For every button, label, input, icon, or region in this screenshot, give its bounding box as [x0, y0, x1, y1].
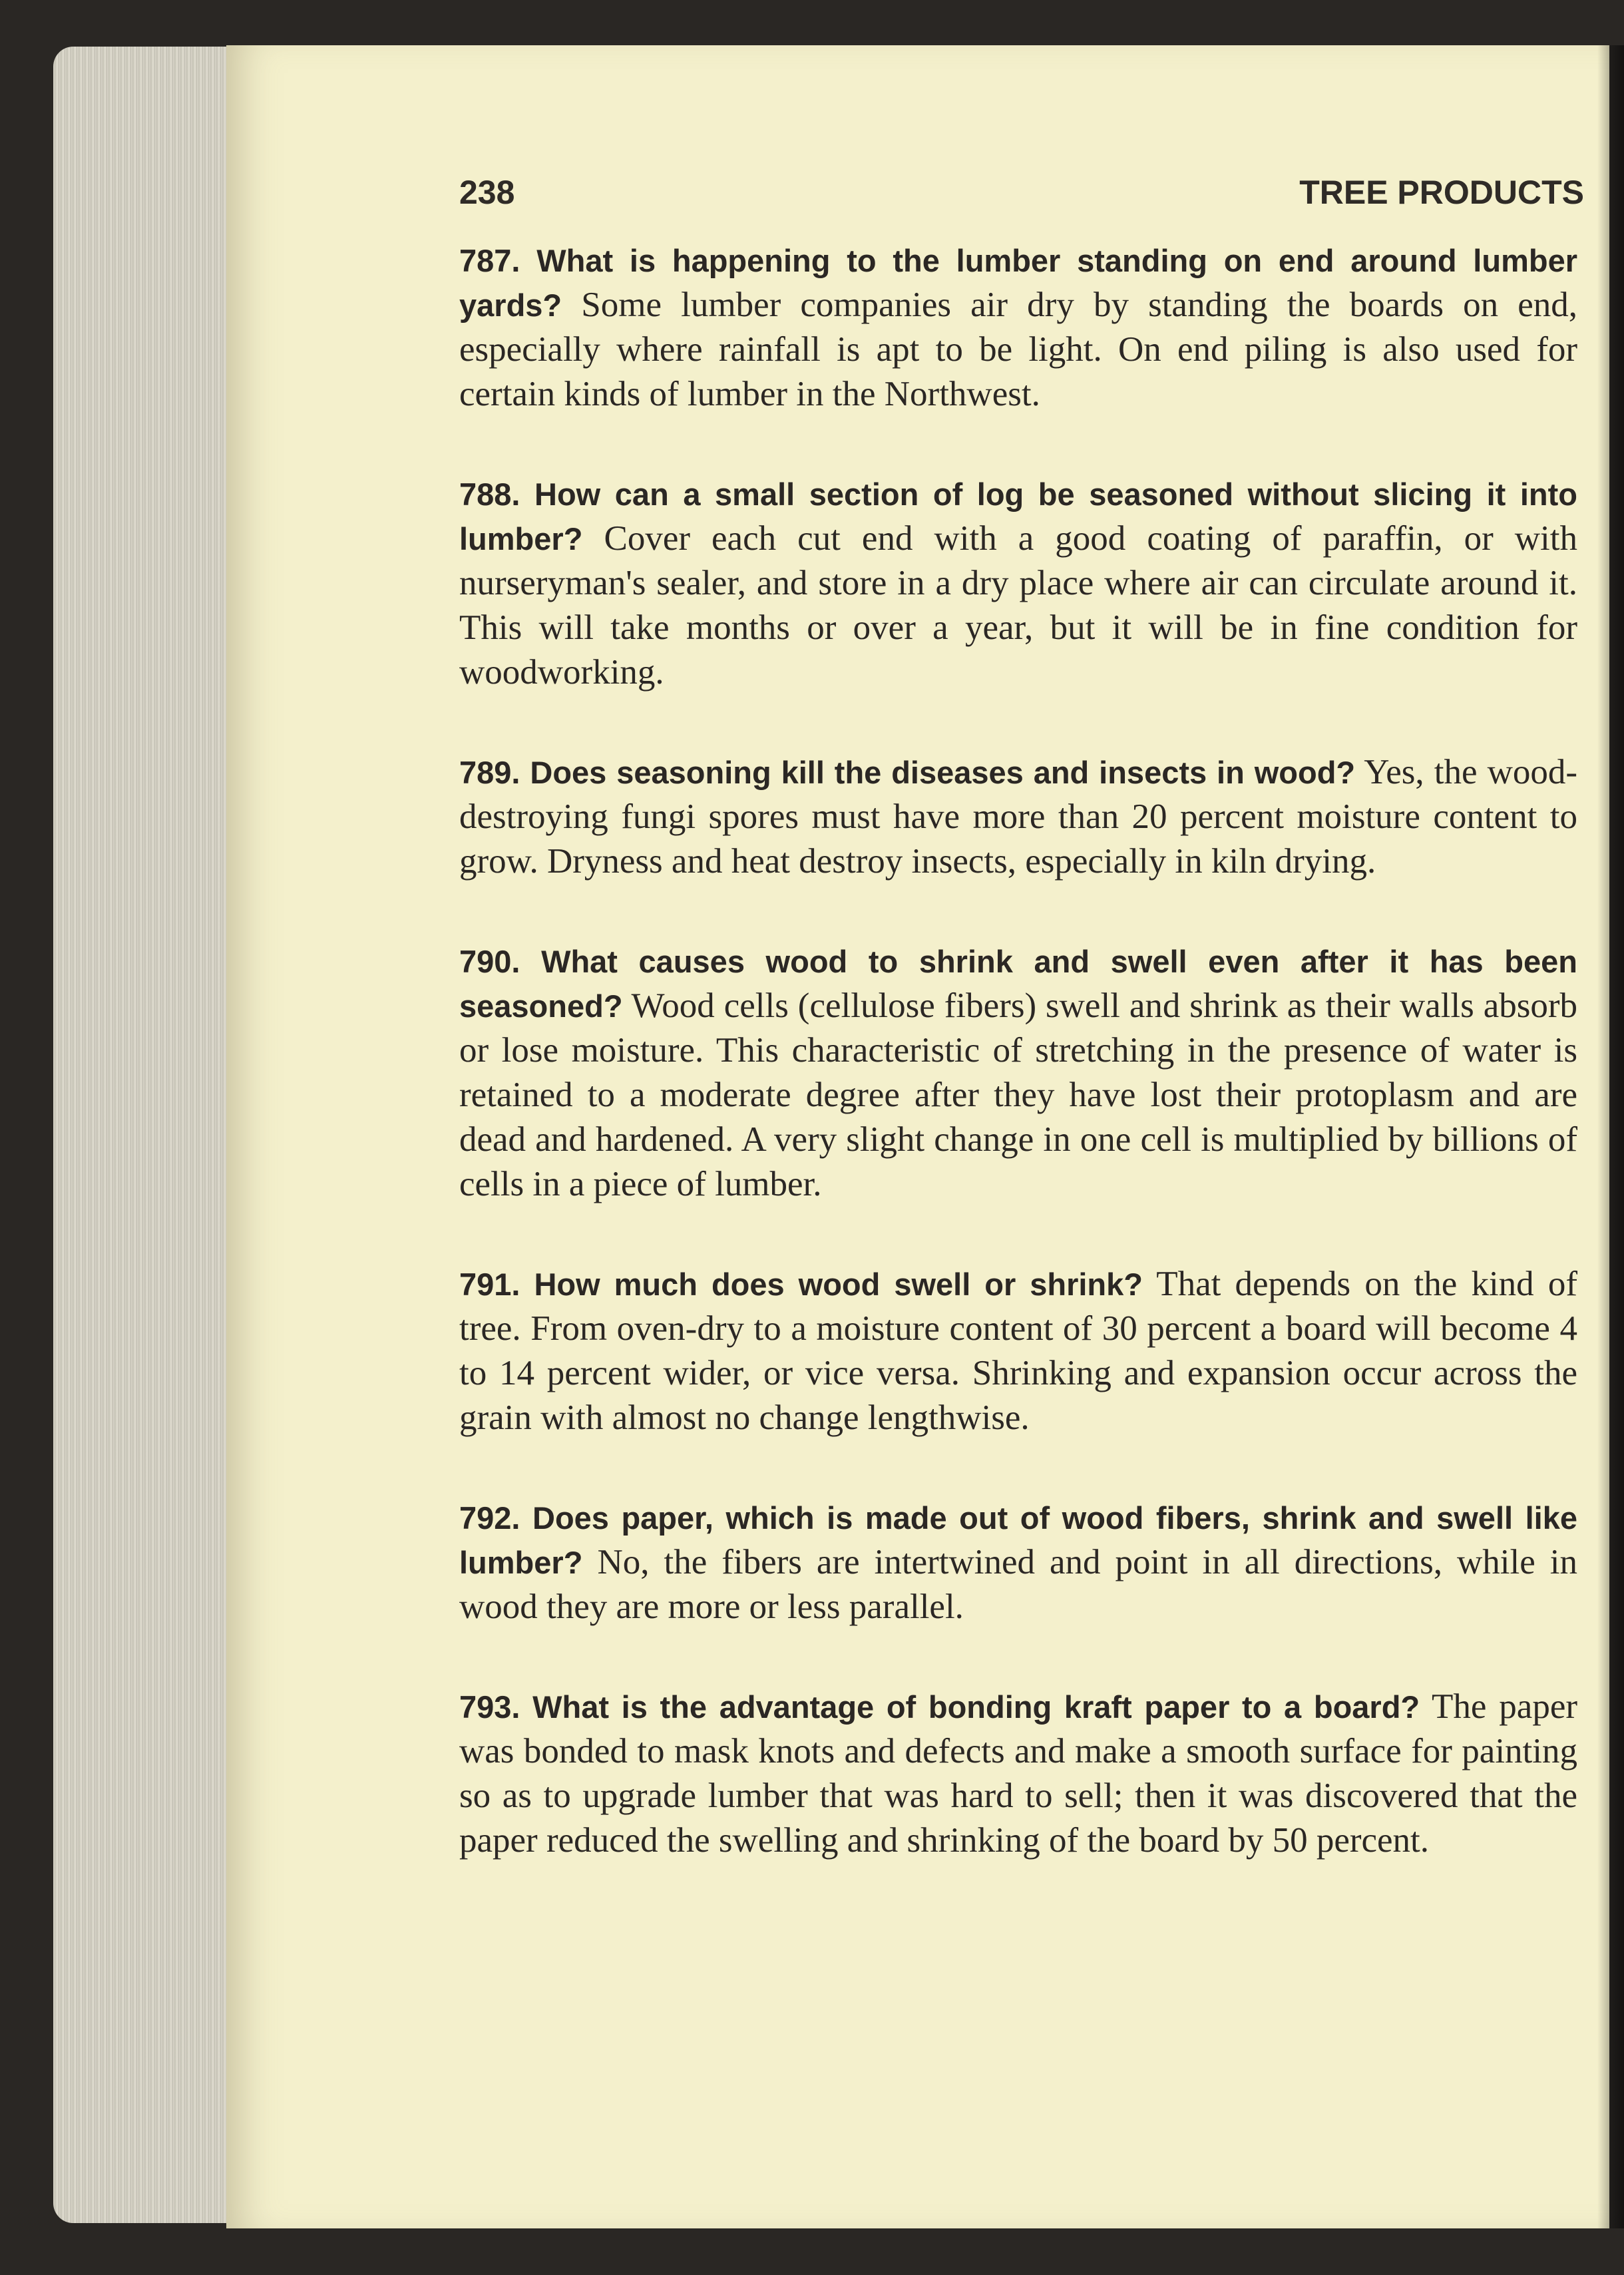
qa-entry-791: [459, 1262, 1577, 1440]
qa-entry-790: [459, 939, 1577, 1207]
page-header: [459, 173, 1584, 226]
qa-entry-793: [459, 1685, 1577, 1863]
gutter-shadow: [1597, 45, 1624, 2228]
question-789: 789. Does seasoning kill the diseases and insects in wood?: [459, 755, 1356, 790]
answer-787: Some lumber companies air dry by standing the boards on end, especially where rainfall is apt to be light. On end piling is also used for certain kinds of lumber in the Northwest.: [459, 286, 1578, 413]
answer-789: Yes, the wood-destroying fungi spores must have more than 20 percent moisture content to grow. Dryness and heat destroy insects, especially in kiln drying.: [459, 753, 1578, 881]
question-790: 790. What causes wood to shrink and swell even after it has been seasoned?: [459, 944, 1577, 1024]
qa-entry-787: [459, 238, 1577, 417]
answer-791: That depends on the kind of tree. From oven-dry to a moisture content of 30 percent a board will become 4 to 14 percent wider, or vice versa. Shrinking and expansion occur across the grain with almost no change lengthwise.: [459, 1265, 1577, 1437]
qa-entries: [459, 238, 1577, 1918]
question-788: 788. How can a small section of log be seasoned without slicing it into lumber?: [459, 477, 1577, 556]
running-title: TREE PRODUCTS: [1299, 174, 1584, 211]
answer-793: The paper was bonded to mask knots and defects and make a smooth surface for painting so as to upgrade lumber that was hard to sell; then it was discovered that the paper reduced the swelling and shrinking of the board by 50 percent.: [459, 1687, 1577, 1860]
question-792: 792. Does paper, which is made out of wood fibers, shrink and swell like lumber?: [459, 1500, 1577, 1580]
qa-entry-788: [459, 472, 1577, 695]
qa-entry-789: [459, 750, 1577, 884]
page-edges: [53, 47, 253, 2223]
page-number: 238: [459, 174, 515, 211]
qa-entry-792: [459, 1496, 1577, 1629]
question-791: 791. How much does wood swell or shrink?: [459, 1267, 1143, 1302]
answer-792: No, the fibers are intertwined and point in all directions, while in wood they are more or less parallel.: [459, 1543, 1577, 1626]
question-787: 787. What is happening to the lumber standing on end around lumber yards?: [459, 243, 1577, 323]
answer-788: Cover each cut end with a good coating of paraffin, or with nurseryman's sealer, and store in a dry place where air can circulate around it. This will take months or over a year, but it will be in fine condition for woodworking.: [459, 519, 1578, 692]
answer-790: Wood cells (cellulose fibers) swell and shrink as their walls absorb or lose moisture. This characteristic of stretching in the presence of water is retained to a moderate degree after they have lost their protoplasm and are dead and hardened. A very slight change in one cell is multiplied by billions of cells in a piece of lumber.: [459, 986, 1577, 1203]
question-793: 793. What is the advantage of bonding kraft paper to a board?: [459, 1689, 1420, 1725]
